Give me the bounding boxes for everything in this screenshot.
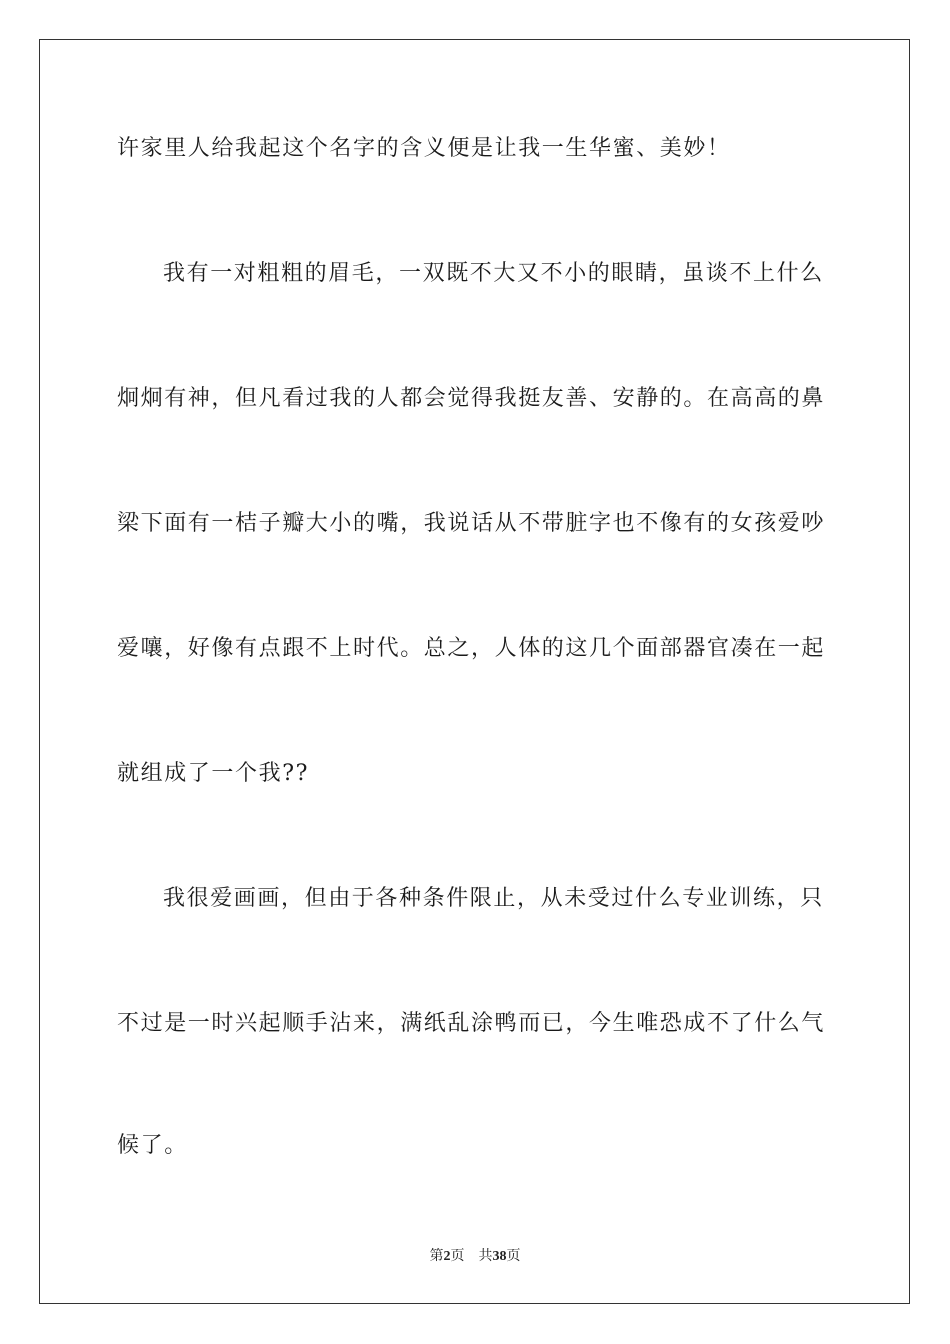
text-line: 梁下面有一桔子瓣大小的嘴，我说话从不带脏字也不像有的女孩爱吵 [117,511,826,536]
text-line: 就组成了一个我?? [117,761,309,786]
total-pages: 38 [492,1249,507,1264]
text-line: 炯炯有神，但凡看过我的人都会觉得我挺友善、安静的。在高高的鼻 [117,386,826,411]
text-line: 许家里人给我起这个名字的含义便是让我一生华蜜、美妙！ [117,136,731,161]
text-line: 候了。 [117,1133,188,1158]
text-line: 不过是一时兴起顺手沾来，满纸乱涂鸭而已，今生唯恐成不了什么气 [117,1011,826,1036]
page-label-prefix: 第 [429,1248,444,1264]
paragraph-start-line: 我很爱画画，但由于各种条件限止，从未受过什么专业训练，只 [163,886,824,911]
page-label-suffix: 页 [450,1248,465,1264]
page-number: 2 [443,1249,451,1264]
text-line: 爱嚷，好像有点跟不上时代。总之，人体的这几个面部器官凑在一起 [117,636,826,661]
total-label-prefix: 共 [478,1248,493,1264]
total-label-suffix: 页 [506,1248,521,1264]
paragraph-start-line: 我有一对粗粗的眉毛，一双既不大又不小的眼睛，虽谈不上什么 [163,261,824,286]
page-border [39,39,910,1304]
page-footer [0,1246,950,1267]
